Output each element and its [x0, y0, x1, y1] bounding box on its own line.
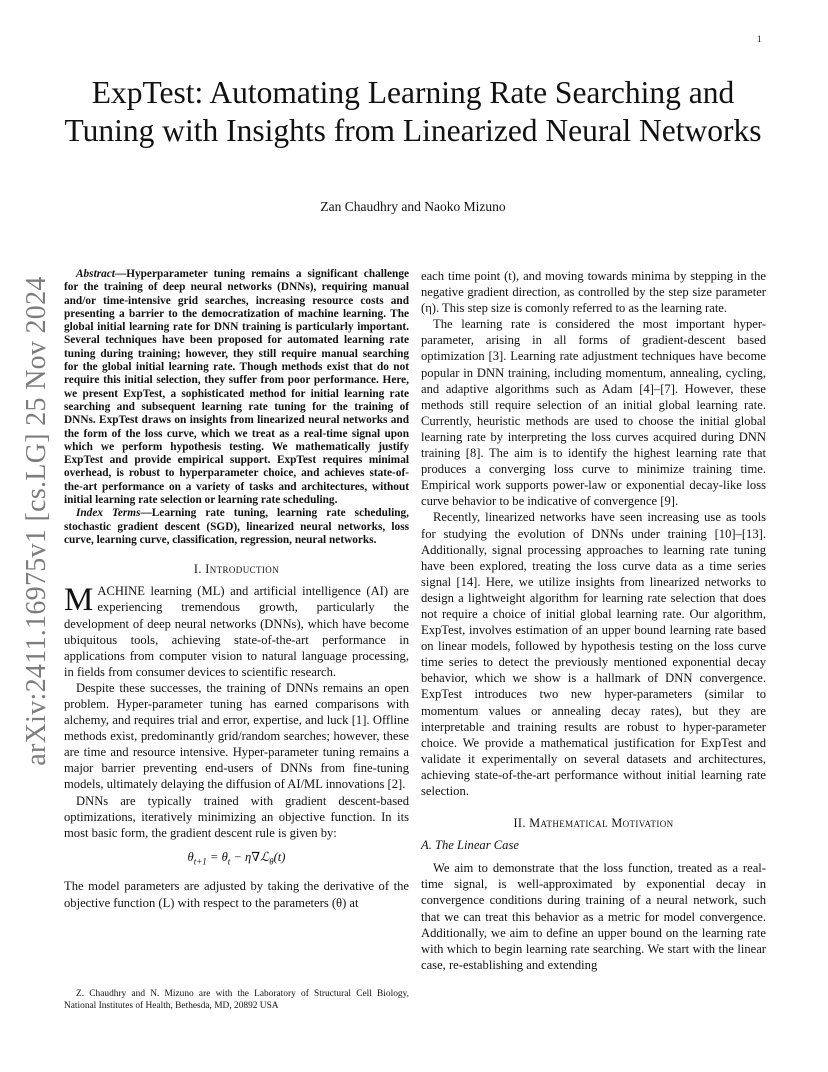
right-paragraph-1: each time point (t), and moving towards minima by stepping in the negative gradient direction, as controlled by the step size parameter (η). This step size is comonly referred to as the learning rate.: [421, 269, 766, 316]
abstract-text: Hyperparameter tuning remains a significant challenge for the training of deep neural networks (DNNs), requiring manual and/or time-intensive grid searches, increasing resource costs and presenting a barrier to the democratization of machine learning. The global initial learning rate for DNN training is particularly important. Several techniques have been proposed for automated learning rate tuning during training; however, they still require manual searching for the global initial learning rate. Though methods exist that do not require this initial selection, they suffer from poor performance. Here, we present ExpTest, a sophisticated method for initial learning rate searching and subsequent learning rate tuning for the training of DNNs. ExpTest draws on insights from linearized neural networks and the form of the loss curve, which we treat as a real-time signal upon which we perform hypothesis testing. We mathematically justify ExpTest and provide empirical support. ExpTest requires minimal overhead, is robust to hyperparameter choice, and achieves state-of-the-art performance on a variety of tasks and architectures, without initial learning rate selection or learning rate scheduling.: [64, 268, 409, 507]
index-terms-text: Learning rate tuning, learning rate scheduling, stochastic gradient descent (SGD), linearized neural networks, loss curve, learning curve, classification, regression, neural networks.: [64, 507, 409, 546]
section-heading-math-motivation: II. Mathematical Motivation: [513, 816, 674, 831]
arxiv-identifier: arXiv:2411.16975v1 [cs.LG] 25 Nov 2024: [21, 276, 52, 766]
abstract: [64, 268, 409, 507]
subsection-heading-linear-case: A. The Linear Case: [421, 838, 519, 853]
right-paragraph-4: We aim to demonstrate that the loss function, treated as a real-time signal, is well-approximated by exponential decay in convergence conditions during training of a neural network, such that we can treat this behavior as a metric for model convergence. Additionally, we aim to define an upper bound on the learning rate with which to begin learning rate searching. We start with the linear case, re-establishing and extending: [421, 861, 766, 972]
intro-first-word: ACHINE: [97, 584, 145, 599]
index-terms: [64, 507, 409, 547]
intro-paragraph-2: Despite these successes, the training of DNNs remains an open problem. Hyper-parameter tuning has earned comparisons with alchemy, and requires trial and error, expertise, and luck [1]. Offline methods exist, predominantly grid/random searches; however, these are time and resource intensive. Hyper-parameter tuning remains a major barrier preventing end-users of DNNs from fine-tuning models, ultimately delaying the diffusion of AI/ML innovations [2].: [64, 680, 409, 792]
arxiv-watermark: [14, 276, 60, 766]
author-footnote: Z. Chaudhry and N. Mizuno are with the Laboratory of Structural Cell Biology, National Institutes of Health, Bethesda, MD, 20892 USA: [64, 989, 409, 1011]
intro-paragraph-1-text: learning (ML) and artificial intelligence (AI) are experiencing tremendous growth, particularly the development of deep neural networks (DNNs), which have become ubiquitous tools, achieving state-of-the-art performance in applications from computer vision to natural language processing, in fields from consumer devices to scientific research.: [64, 584, 409, 679]
intro-paragraph-4: The model parameters are adjusted by taking the derivative of the objective function (L) with respect to the parameters (θ) at: [64, 879, 409, 910]
right-column: [421, 268, 766, 973]
gradient-descent-equation: $\theta_{t+1} = \theta_t$ − η∇ℒ$_\theta$(t): [187, 849, 286, 867]
left-column: [64, 268, 409, 911]
abstract-dash: —: [114, 268, 127, 280]
equation-lhs: $\theta_{t+1}$: [187, 849, 207, 867]
index-terms-dash: —: [140, 507, 152, 520]
section-heading-introduction: I. Introduction: [193, 562, 280, 577]
right-paragraph-3: Recently, linearized networks have seen increasing use as tools for studying the evolution of DNNs under training [10]–[13]. Additionally, signal processing approaches to learning rate tuning have been explored, treating the loss curve data as a time series signal [14]. Here, we utilize insights from linearized networks to design a lightweight algorithm for learning rate selection that does not require a choice of initial global learning rate. Our algorithm, ExpTest, involves estimation of an upper bound learning rate based on linear models, followed by hypothesis testing on the loss curve time series to detect the previously mentioned exponential decay behavior, which we show is a hallmark of DNN convergence. ExpTest introduces two new hyper-parameters (similar to momentum values or annealing decay rates), but they are interpretable and training results are robust to hyper-parameter choice. We provide a mathematical justification for ExpTest and validate it experimentally on several datasets and architectures, achieving state-of-the-art performance without initial learning rate selection.: [421, 510, 766, 798]
abstract-label: Abstract: [76, 268, 115, 280]
paper-title: ExpTest: Automating Learning Rate Searching and Tuning with Insights from Linearized Neural Networks: [64, 75, 762, 148]
drop-cap: M: [64, 582, 94, 619]
right-paragraph-2: The learning rate is considered the most important hyper-parameter, arising in all forms of gradient-descent based optimization [3]. Learning rate adjustment techniques have become popular in DNN training, including momentum, annealing, cycling, and adaptive algorithms such as Adam [4]–[7]. However, these methods still require selection of an initial global learning rate. Currently, heuristic methods are used to choose the initial global learning rate by interpreting the loss curves acquired during DNN training [8]. The aim is to identify the highest learning rate that produces a converging loss curve to minimize training time. Empirical work supports power-law or exponential decay-like loss curve behavior to be indicative of convergence [9].: [421, 317, 766, 509]
author-list: Zan Chaudhry and Naoko Mizuno: [320, 199, 506, 214]
index-terms-label: Index Terms: [76, 507, 141, 520]
page-number: 1: [757, 34, 762, 44]
intro-paragraph-3: DNNs are typically trained with gradient descent-based optimizations, iteratively minimizing an objective function. In its most basic form, the gradient descent rule is given by:: [64, 793, 409, 840]
intro-paragraph-1: [64, 583, 409, 680]
